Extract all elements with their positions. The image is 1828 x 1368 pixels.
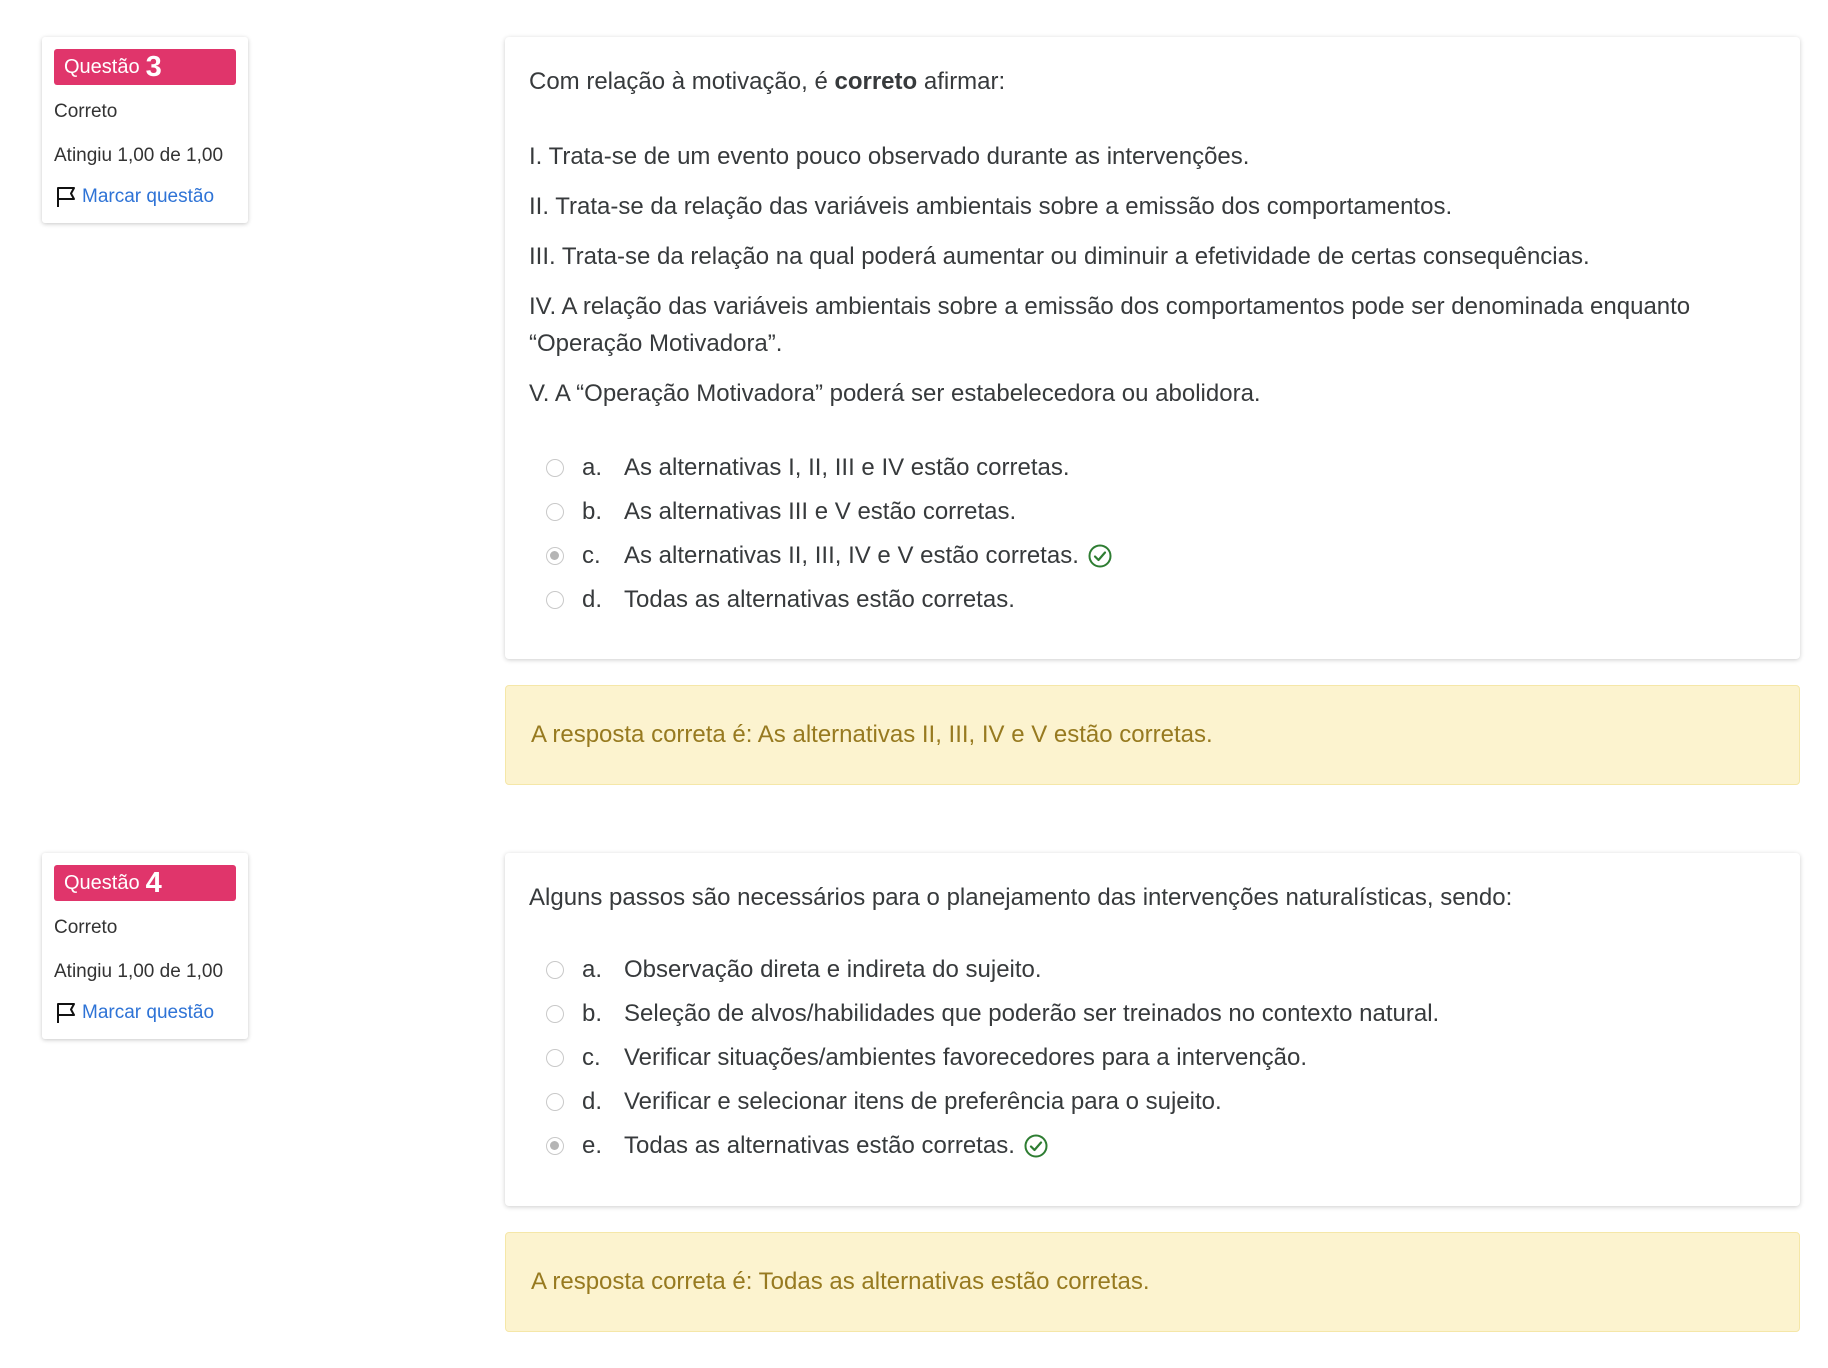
question-info-3 bbox=[42, 37, 248, 223]
radio-button[interactable] bbox=[546, 459, 564, 477]
radio-button[interactable] bbox=[546, 1005, 564, 1023]
answer-text: As alternativas III e V estão corretas. bbox=[624, 498, 1017, 525]
answer-option-a[interactable] bbox=[529, 446, 1776, 490]
answer-letter: b. bbox=[582, 1000, 603, 1027]
answer-text: As alternativas II, III, IV e V estão corretas. bbox=[624, 542, 1079, 569]
answer-option-c[interactable] bbox=[529, 1036, 1776, 1080]
statement-item: I. Trata-se de um evento pouco observado durante as intervenções. bbox=[529, 143, 1250, 170]
flag-question-link[interactable] bbox=[54, 185, 236, 209]
question-card-3 bbox=[505, 37, 1800, 659]
radio-button[interactable] bbox=[546, 961, 564, 979]
radio-button[interactable] bbox=[546, 503, 564, 521]
statement-item: II. Trata-se da relação das variáveis ambientais sobre a emissão dos comportamentos. bbox=[529, 193, 1453, 220]
statement-item: V. A “Operação Motivadora” poderá ser estabelecedora ou abolidora. bbox=[529, 380, 1261, 407]
question-tag bbox=[54, 49, 236, 85]
answer-text: Todas as alternativas estão corretas. bbox=[624, 1132, 1015, 1159]
question-tag-label: Questão bbox=[64, 871, 140, 894]
answer-list bbox=[529, 948, 1776, 1168]
question-prompt: Alguns passos são necessários para o planejamento das intervenções naturalísticas, sendo: bbox=[529, 884, 1513, 911]
question-number: 3 bbox=[145, 50, 162, 83]
question-number: 4 bbox=[145, 866, 162, 899]
statement-item: IV. A relação das variáveis ambientais sobre a emissão dos comportamentos pode ser denominada enquanto “Operação Motivadora”. bbox=[529, 293, 1691, 357]
flag-question-label[interactable]: Marcar questão bbox=[82, 1002, 215, 1023]
answer-letter: c. bbox=[582, 542, 601, 569]
flag-question-label[interactable]: Marcar questão bbox=[82, 186, 215, 207]
correct-check-icon bbox=[1087, 543, 1113, 569]
answer-letter: a. bbox=[582, 956, 603, 983]
radio-button[interactable] bbox=[546, 1093, 564, 1111]
answer-letter: e. bbox=[582, 1132, 603, 1159]
flag-icon bbox=[54, 185, 78, 209]
correct-answer-feedback: A resposta correta é: As alternativas II, III, IV e V estão corretas. bbox=[505, 685, 1800, 785]
question-grade: Atingiu 1,00 de 1,00 bbox=[54, 961, 224, 982]
question-tag bbox=[54, 865, 236, 901]
question-status: Correto bbox=[54, 917, 118, 938]
answer-option-a[interactable] bbox=[529, 948, 1776, 992]
question-status: Correto bbox=[54, 101, 118, 122]
answer-text: As alternativas I, II, III e IV estão corretas. bbox=[624, 454, 1070, 481]
question-card-4 bbox=[505, 853, 1800, 1206]
radio-button[interactable] bbox=[546, 1049, 564, 1067]
answer-letter: a. bbox=[582, 454, 603, 481]
question-tag-label: Questão bbox=[64, 55, 140, 78]
question-grade: Atingiu 1,00 de 1,00 bbox=[54, 145, 224, 166]
flag-question-link[interactable] bbox=[54, 1001, 236, 1025]
question-text bbox=[529, 879, 1776, 916]
answer-text: Seleção de alvos/habilidades que poderão ser treinados no contexto natural. bbox=[624, 1000, 1440, 1027]
answer-list bbox=[529, 446, 1776, 622]
question-prompt: Com relação à motivação, é correto afirmar: bbox=[529, 68, 1006, 95]
answer-option-b[interactable] bbox=[529, 490, 1776, 534]
correct-answer-feedback: A resposta correta é: Todas as alternativas estão corretas. bbox=[505, 1232, 1800, 1332]
answer-text: Todas as alternativas estão corretas. bbox=[624, 586, 1015, 613]
answer-option-c[interactable] bbox=[529, 534, 1776, 578]
answer-text: Verificar e selecionar itens de preferência para o sujeito. bbox=[624, 1088, 1222, 1115]
radio-button-selected[interactable] bbox=[546, 1137, 564, 1155]
answer-option-e[interactable] bbox=[529, 1124, 1776, 1168]
statement-item: III. Trata-se da relação na qual poderá aumentar ou diminuir a efetividade de certas consequências. bbox=[529, 243, 1590, 270]
answer-text: Observação direta e indireta do sujeito. bbox=[624, 956, 1042, 983]
answer-option-b[interactable] bbox=[529, 992, 1776, 1036]
answer-letter: c. bbox=[582, 1044, 601, 1071]
answer-letter: b. bbox=[582, 498, 603, 525]
correct-check-icon bbox=[1023, 1133, 1049, 1159]
answer-option-d[interactable] bbox=[529, 1080, 1776, 1124]
answer-text: Verificar situações/ambientes favorecedores para a intervenção. bbox=[624, 1044, 1308, 1071]
question-text bbox=[529, 63, 1776, 412]
radio-button-selected[interactable] bbox=[546, 547, 564, 565]
flag-icon bbox=[54, 1001, 78, 1025]
radio-button[interactable] bbox=[546, 591, 564, 609]
answer-option-d[interactable] bbox=[529, 578, 1776, 622]
question-info-4 bbox=[42, 853, 248, 1039]
answer-letter: d. bbox=[582, 1088, 603, 1115]
answer-letter: d. bbox=[582, 586, 603, 613]
